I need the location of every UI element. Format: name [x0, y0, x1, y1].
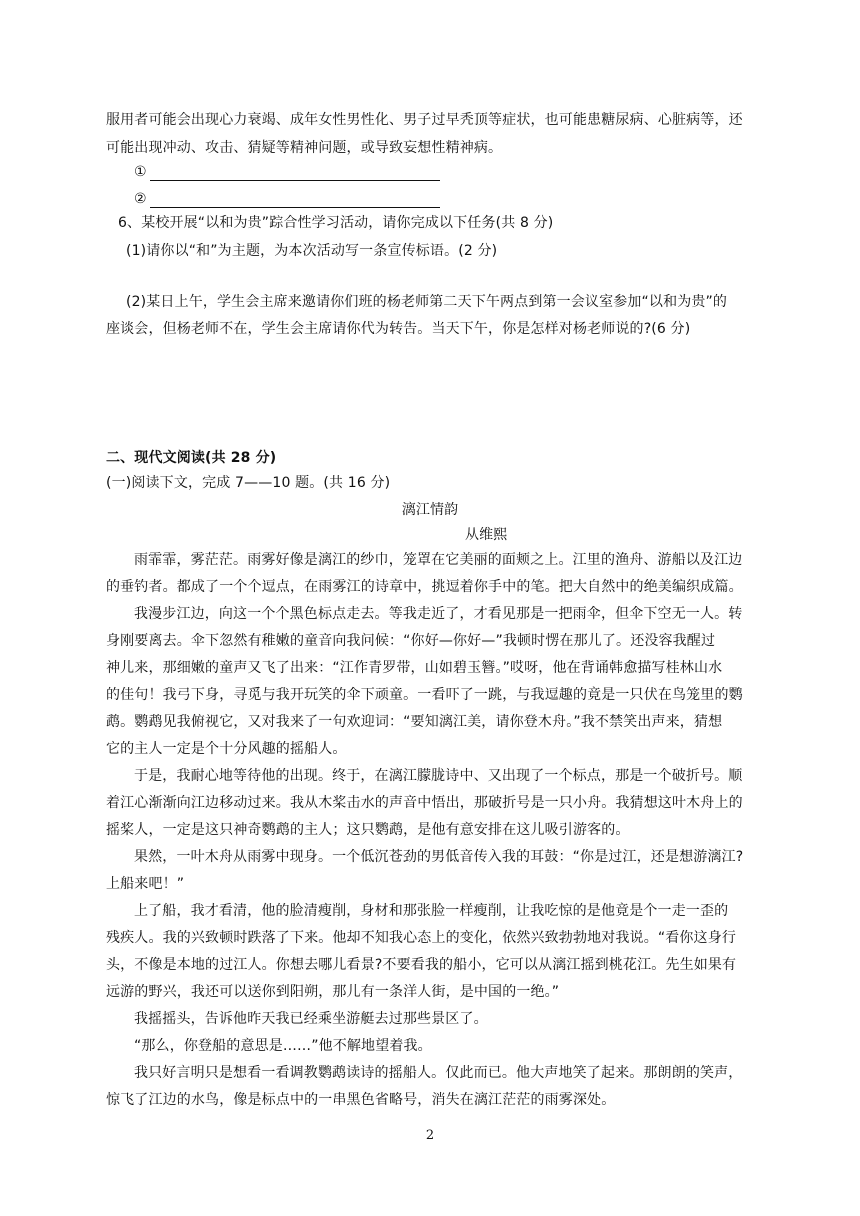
q6-part2-line-1: (2)某日上午，学生会主席来邀请你们班的杨老师第二天下午两点到第一会议室参加“以和为贵”的 [126, 294, 728, 310]
paragraph-line: 上船来吧！” [106, 876, 185, 892]
article-title: 漓江情韵 [401, 502, 459, 518]
page-number: 2 [425, 1128, 435, 1143]
section-heading: 二、现代文阅读(共 28 分) [106, 450, 277, 466]
paragraph-line: 身刚要离去。伞下忽然有稚嫩的童音向我问候：“你好—你好—”我顿时愣在那儿了。还没容我醒过 [106, 633, 716, 649]
q6-part1: (1)请你以“和”为主题，为本次活动写一条宣传标语。(2 分) [126, 243, 498, 259]
paragraph-line: 残疾人。我的兴致顿时跌落了下来。他却不知我心态上的变化，依然兴致勃勃地对我说。“看你这身行 [106, 930, 736, 946]
paragraph-line: 的垂钓者。都成了一个个逗点，在雨雾江的诗章中，挑逗着你手中的笔。把大自然中的绝美编织成篇。 [106, 579, 743, 595]
paragraph-line: 于是，我耐心地等待他的出现。终于，在漓江朦胧诗中、又出现了一个标点，那是一个破折号。顺 [134, 768, 743, 784]
answer-label-2: ② [134, 191, 147, 207]
q6-part2-line-2: 座谈会，但杨老师不在，学生会主席请你代为转告。当天下午，你是怎样对杨老师说的?(6 分) [106, 321, 691, 337]
q5-text-line-2: 可能出现冲动、攻击、猜疑等精神问题，或导致妄想性精神病。 [106, 140, 503, 156]
paragraph-line: 我只好言明只是想看一看调教鹦鹉读诗的摇船人。仅此而已。他大声地笑了起来。那朗朗的笑声， [134, 1065, 743, 1081]
section-subheading: (一)阅读下文，完成 7——10 题。(共 16 分) [106, 475, 391, 491]
answer-blank-2[interactable] [150, 206, 440, 208]
paragraph-line: 它的主人一定是个十分风趣的摇船人。 [106, 741, 347, 757]
paragraph-line: 鹉。鹦鹉见我俯视它，又对我来了一句欢迎词：“要知漓江美，请你登木舟。”我不禁笑出声来，猜想 [106, 714, 723, 730]
paragraph-line: 神儿来，那细嫩的童声又飞了出来：“江作青罗带，山如碧玉簪。”哎呀，他在背诵韩愈描写桂林山水 [106, 660, 723, 676]
paragraph-line: 惊飞了江边的水鸟，像是标点中的一串黑色省略号，消失在漓江茫茫的雨雾深处。 [106, 1092, 616, 1108]
paragraph-line: 雨霏霏，雾茫茫。雨雾好像是漓江的纱巾，笼罩在它美丽的面颊之上。江里的渔舟、游船以及江边 [134, 552, 743, 568]
paragraph-line: 果然，一叶木舟从雨雾中现身。一个低沉苍劲的男低音传入我的耳鼓：“你是过江，还是想游漓江? [134, 849, 744, 865]
paragraph-line: 上了船，我才看清，他的脸清瘦削，身材和那张脸一样瘦削，让我吃惊的是他竟是个一走一歪的 [134, 903, 729, 919]
q5-text-line-1: 服用者可能会出现心力衰竭、成年女性男性化、男子过早秃顶等症状，也可能患糖尿病、心脏病等，还 [106, 112, 743, 128]
answer-blank-1[interactable] [150, 179, 440, 181]
paragraph-line: 远游的野兴，我还可以送你到阳朔，那儿有一条洋人街，是中国的一绝。” [106, 984, 560, 1000]
paragraph-line: 的佳句！我弓下身，寻觅与我开玩笑的伞下顽童。一看吓了一跳，与我逗趣的竟是一只伏在鸟笼里的鹦 [106, 687, 743, 703]
article-author: 从维熙 [465, 527, 508, 543]
paragraph-line: 摇桨人，一定是这只神奇鹦鹉的主人；这只鹦鹉，是他有意安排在这儿吸引游客的。 [106, 822, 630, 838]
paragraph-line: 我漫步江边，向这一个个黑色标点走去。等我走近了，才看见那是一把雨伞，但伞下空无一人。转 [134, 606, 743, 622]
paragraph-line: 头，不像是本地的过江人。你想去哪儿看景?不要看我的船小，它可以从漓江摇到桃花江。先生如果有 [106, 957, 737, 973]
q6-title: 6、某校开展“以和为贵”踪合性学习活动，请你完成以下任务(共 8 分) [118, 215, 554, 231]
answer-label-1: ① [134, 164, 147, 180]
paragraph-line: 我摇摇头，告诉他昨天我已经乘坐游艇去过那些景区了。 [134, 1011, 488, 1027]
paragraph-line: 着江心渐渐向江边移动过来。我从木桨击水的声音中悟出，那破折号是一只小舟。我猜想这叶木舟上的 [106, 795, 743, 811]
paragraph-line: “那么，你登船的意思是……”他不解地望着我。 [134, 1038, 432, 1054]
